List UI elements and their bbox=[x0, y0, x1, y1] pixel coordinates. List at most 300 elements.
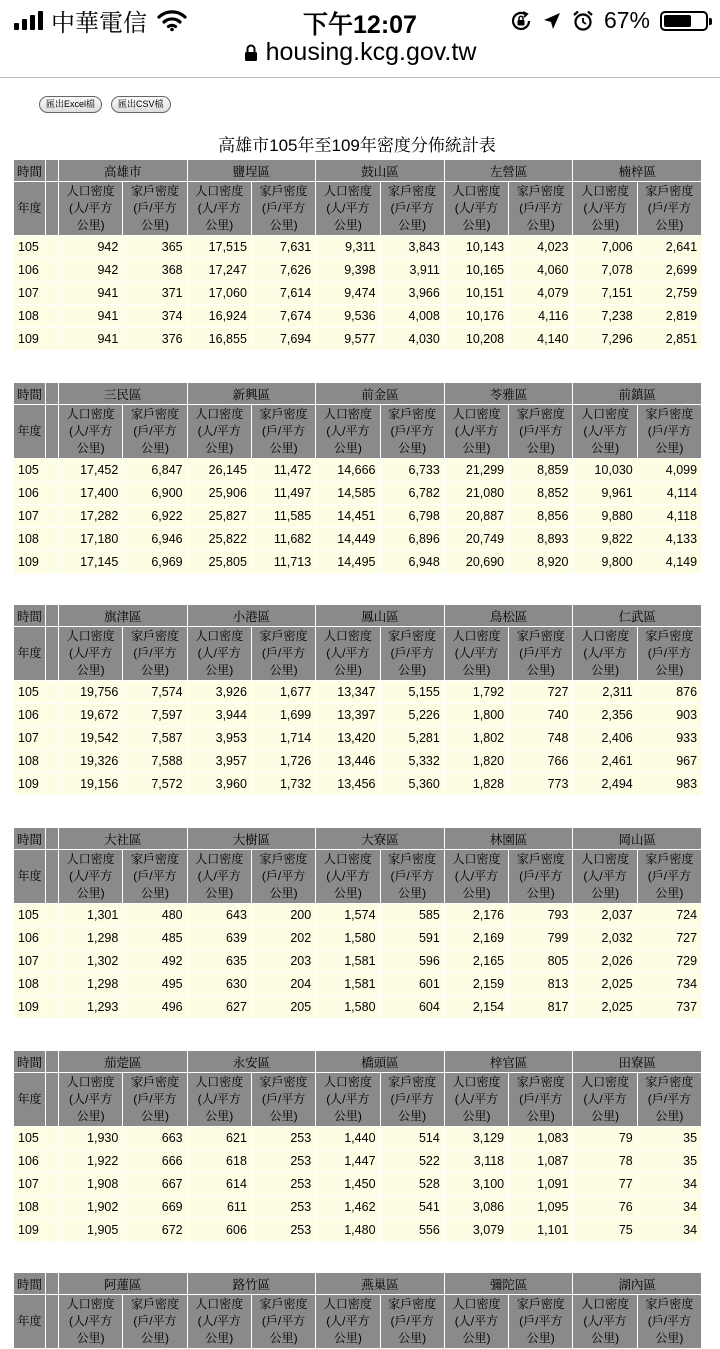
metric-header-row bbox=[14, 850, 702, 904]
row-spacer bbox=[46, 282, 59, 305]
density-value: 7,597 bbox=[123, 704, 187, 727]
row-spacer bbox=[46, 1173, 59, 1196]
density-value: 983 bbox=[637, 773, 701, 796]
density-value: 19,672 bbox=[59, 704, 123, 727]
density-value: 3,843 bbox=[380, 236, 444, 259]
density-value: 1,440 bbox=[316, 1127, 380, 1150]
year-cell: 109 bbox=[14, 996, 46, 1019]
density-value: 1,302 bbox=[59, 950, 123, 973]
density-value: 2,494 bbox=[573, 773, 637, 796]
table-row bbox=[14, 727, 702, 750]
location-arrow-icon bbox=[542, 11, 562, 31]
density-value: 4,140 bbox=[509, 328, 573, 351]
density-value: 627 bbox=[187, 996, 251, 1019]
density-value: 10,030 bbox=[573, 459, 637, 482]
header-spacer bbox=[46, 182, 59, 236]
row-spacer bbox=[46, 1150, 59, 1173]
district-header: 茄萣區 bbox=[59, 1051, 188, 1073]
year-cell: 107 bbox=[14, 282, 46, 305]
year-cell: 105 bbox=[14, 459, 46, 482]
metric-header-row bbox=[14, 627, 702, 681]
table-row bbox=[14, 927, 702, 950]
density-value: 11,472 bbox=[251, 459, 315, 482]
household-density-header: 家戶密度 (戶/平方 公里) bbox=[637, 182, 701, 236]
density-value: 202 bbox=[251, 927, 315, 950]
density-value: 663 bbox=[123, 1127, 187, 1150]
time-header: 時間 bbox=[14, 160, 46, 182]
density-value: 6,798 bbox=[380, 505, 444, 528]
density-value: 4,114 bbox=[637, 482, 701, 505]
household-density-header: 家戶密度 (戶/平方 公里) bbox=[251, 850, 315, 904]
population-density-header: 人口密度 (人/平方 公里) bbox=[316, 182, 380, 236]
household-density-header: 家戶密度 (戶/平方 公里) bbox=[509, 182, 573, 236]
density-value: 2,032 bbox=[573, 927, 637, 950]
density-value: 374 bbox=[123, 305, 187, 328]
household-density-header: 家戶密度 (戶/平方 公里) bbox=[380, 182, 444, 236]
district-header-row bbox=[14, 828, 702, 850]
population-density-header: 人口密度 (人/平方 公里) bbox=[187, 182, 251, 236]
density-value: 1,828 bbox=[444, 773, 508, 796]
density-value: 17,145 bbox=[59, 551, 123, 574]
header-spacer bbox=[46, 1295, 59, 1349]
district-header: 鳥松區 bbox=[444, 605, 573, 627]
density-value: 1,677 bbox=[251, 681, 315, 704]
density-value: 20,690 bbox=[444, 551, 508, 574]
household-density-header: 家戶密度 (戶/平方 公里) bbox=[251, 627, 315, 681]
density-value: 1,922 bbox=[59, 1150, 123, 1173]
density-value: 11,585 bbox=[251, 505, 315, 528]
year-header: 年度 bbox=[14, 1073, 46, 1127]
population-density-header: 人口密度 (人/平方 公里) bbox=[59, 850, 123, 904]
density-value: 729 bbox=[637, 950, 701, 973]
density-value: 630 bbox=[187, 973, 251, 996]
density-value: 10,151 bbox=[444, 282, 508, 305]
density-value: 1,480 bbox=[316, 1219, 380, 1242]
population-density-header: 人口密度 (人/平方 公里) bbox=[187, 1073, 251, 1127]
density-value: 9,474 bbox=[316, 282, 380, 305]
district-header-row bbox=[14, 383, 702, 405]
population-density-header: 人口密度 (人/平方 公里) bbox=[444, 627, 508, 681]
density-value: 3,118 bbox=[444, 1150, 508, 1173]
row-spacer bbox=[46, 528, 59, 551]
district-header-row bbox=[14, 1051, 702, 1073]
density-value: 3,100 bbox=[444, 1173, 508, 1196]
density-value: 253 bbox=[251, 1219, 315, 1242]
density-value: 876 bbox=[637, 681, 701, 704]
density-value: 25,827 bbox=[187, 505, 251, 528]
density-value: 7,572 bbox=[123, 773, 187, 796]
density-value: 2,159 bbox=[444, 973, 508, 996]
density-value: 1,083 bbox=[509, 1127, 573, 1150]
density-value: 17,452 bbox=[59, 459, 123, 482]
density-value: 2,406 bbox=[573, 727, 637, 750]
density-value: 10,165 bbox=[444, 259, 508, 282]
density-value: 740 bbox=[509, 704, 573, 727]
density-value: 203 bbox=[251, 950, 315, 973]
population-density-header: 人口密度 (人/平方 公里) bbox=[444, 405, 508, 459]
year-cell: 108 bbox=[14, 973, 46, 996]
district-header: 阿蓮區 bbox=[59, 1273, 188, 1295]
district-header-row bbox=[14, 605, 702, 627]
household-density-header: 家戶密度 (戶/平方 公里) bbox=[251, 1295, 315, 1349]
density-value: 2,154 bbox=[444, 996, 508, 1019]
year-header: 年度 bbox=[14, 182, 46, 236]
density-value: 19,156 bbox=[59, 773, 123, 796]
district-header: 路竹區 bbox=[187, 1273, 316, 1295]
density-value: 17,060 bbox=[187, 282, 251, 305]
density-value: 17,282 bbox=[59, 505, 123, 528]
table-row bbox=[14, 482, 702, 505]
density-value: 601 bbox=[380, 973, 444, 996]
density-value: 1,908 bbox=[59, 1173, 123, 1196]
rotation-lock-icon bbox=[510, 10, 532, 32]
density-value: 200 bbox=[251, 904, 315, 927]
district-header: 橋頭區 bbox=[316, 1051, 445, 1073]
density-value: 34 bbox=[637, 1196, 701, 1219]
year-cell: 106 bbox=[14, 1150, 46, 1173]
density-value: 9,536 bbox=[316, 305, 380, 328]
header-spacer bbox=[46, 405, 59, 459]
district-header: 鳳山區 bbox=[316, 605, 445, 627]
density-value: 2,759 bbox=[637, 282, 701, 305]
population-density-header: 人口密度 (人/平方 公里) bbox=[187, 850, 251, 904]
table-row bbox=[14, 704, 702, 727]
density-value: 10,208 bbox=[444, 328, 508, 351]
table-row bbox=[14, 1196, 702, 1219]
metric-header-row bbox=[14, 1295, 702, 1349]
table-row bbox=[14, 459, 702, 482]
district-header: 旗津區 bbox=[59, 605, 188, 627]
year-cell: 108 bbox=[14, 528, 46, 551]
density-table bbox=[13, 382, 702, 574]
density-value: 13,456 bbox=[316, 773, 380, 796]
density-value: 7,694 bbox=[251, 328, 315, 351]
population-density-header: 人口密度 (人/平方 公里) bbox=[573, 1073, 637, 1127]
district-header-row bbox=[14, 160, 702, 182]
density-value: 204 bbox=[251, 973, 315, 996]
household-density-header: 家戶密度 (戶/平方 公里) bbox=[380, 627, 444, 681]
density-value: 35 bbox=[637, 1150, 701, 1173]
density-value: 1,930 bbox=[59, 1127, 123, 1150]
density-value: 1,581 bbox=[316, 973, 380, 996]
header-spacer bbox=[46, 383, 59, 405]
density-value: 4,099 bbox=[637, 459, 701, 482]
density-value: 737 bbox=[637, 996, 701, 1019]
year-cell: 105 bbox=[14, 236, 46, 259]
table-row bbox=[14, 528, 702, 551]
density-value: 13,446 bbox=[316, 750, 380, 773]
density-value: 11,713 bbox=[251, 551, 315, 574]
district-header: 梓官區 bbox=[444, 1051, 573, 1073]
district-header: 大社區 bbox=[59, 828, 188, 850]
density-value: 7,631 bbox=[251, 236, 315, 259]
density-value: 14,451 bbox=[316, 505, 380, 528]
density-value: 1,580 bbox=[316, 996, 380, 1019]
density-value: 941 bbox=[59, 305, 123, 328]
density-value: 1,462 bbox=[316, 1196, 380, 1219]
household-density-header: 家戶密度 (戶/平方 公里) bbox=[637, 1295, 701, 1349]
year-cell: 109 bbox=[14, 1219, 46, 1242]
density-value: 368 bbox=[123, 259, 187, 282]
density-value: 1,301 bbox=[59, 904, 123, 927]
household-density-header: 家戶密度 (戶/平方 公里) bbox=[123, 1295, 187, 1349]
header-spacer bbox=[46, 160, 59, 182]
header-spacer bbox=[46, 605, 59, 627]
density-value: 1,087 bbox=[509, 1150, 573, 1173]
population-density-header: 人口密度 (人/平方 公里) bbox=[316, 1073, 380, 1127]
density-value: 604 bbox=[380, 996, 444, 1019]
table-row bbox=[14, 773, 702, 796]
density-value: 1,581 bbox=[316, 950, 380, 973]
year-cell: 107 bbox=[14, 950, 46, 973]
population-density-header: 人口密度 (人/平方 公里) bbox=[59, 1295, 123, 1349]
density-value: 9,311 bbox=[316, 236, 380, 259]
address-bar[interactable] bbox=[0, 38, 720, 76]
district-header: 左營區 bbox=[444, 160, 573, 182]
density-value: 1,447 bbox=[316, 1150, 380, 1173]
density-value: 1,726 bbox=[251, 750, 315, 773]
density-value: 514 bbox=[380, 1127, 444, 1150]
density-value: 2,819 bbox=[637, 305, 701, 328]
year-cell: 109 bbox=[14, 551, 46, 574]
population-density-header: 人口密度 (人/平方 公里) bbox=[573, 182, 637, 236]
density-value: 13,420 bbox=[316, 727, 380, 750]
header-spacer bbox=[46, 1273, 59, 1295]
table-row bbox=[14, 750, 702, 773]
row-spacer bbox=[46, 1219, 59, 1242]
year-cell: 108 bbox=[14, 750, 46, 773]
browser-divider bbox=[0, 77, 720, 78]
row-spacer bbox=[46, 482, 59, 505]
density-value: 8,859 bbox=[509, 459, 573, 482]
time-header: 時間 bbox=[14, 605, 46, 627]
density-value: 7,296 bbox=[573, 328, 637, 351]
table-row bbox=[14, 950, 702, 973]
density-value: 813 bbox=[509, 973, 573, 996]
density-value: 11,497 bbox=[251, 482, 315, 505]
year-cell: 105 bbox=[14, 904, 46, 927]
clock: 下午12:07 bbox=[303, 11, 417, 39]
density-value: 7,574 bbox=[123, 681, 187, 704]
density-value: 7,587 bbox=[123, 727, 187, 750]
density-value: 34 bbox=[637, 1219, 701, 1242]
row-spacer bbox=[46, 551, 59, 574]
density-value: 4,118 bbox=[637, 505, 701, 528]
row-spacer bbox=[46, 727, 59, 750]
density-value: 8,852 bbox=[509, 482, 573, 505]
density-value: 591 bbox=[380, 927, 444, 950]
density-value: 4,023 bbox=[509, 236, 573, 259]
density-value: 77 bbox=[573, 1173, 637, 1196]
density-value: 3,957 bbox=[187, 750, 251, 773]
density-value: 5,155 bbox=[380, 681, 444, 704]
battery-icon bbox=[660, 11, 708, 31]
year-cell: 107 bbox=[14, 505, 46, 528]
density-value: 942 bbox=[59, 259, 123, 282]
density-value: 3,086 bbox=[444, 1196, 508, 1219]
url-text: housing.kcg.gov.tw bbox=[265, 38, 477, 66]
density-value: 78 bbox=[573, 1150, 637, 1173]
density-table bbox=[13, 604, 702, 796]
density-table bbox=[13, 827, 702, 1019]
density-value: 2,311 bbox=[573, 681, 637, 704]
row-spacer bbox=[46, 973, 59, 996]
year-cell: 105 bbox=[14, 1127, 46, 1150]
district-header: 林園區 bbox=[444, 828, 573, 850]
density-value: 643 bbox=[187, 904, 251, 927]
population-density-header: 人口密度 (人/平方 公里) bbox=[59, 405, 123, 459]
density-value: 7,151 bbox=[573, 282, 637, 305]
density-value: 522 bbox=[380, 1150, 444, 1173]
year-header: 年度 bbox=[14, 627, 46, 681]
district-header-row bbox=[14, 1273, 702, 1295]
density-value: 596 bbox=[380, 950, 444, 973]
density-value: 6,847 bbox=[123, 459, 187, 482]
density-value: 1,091 bbox=[509, 1173, 573, 1196]
year-header: 年度 bbox=[14, 850, 46, 904]
density-value: 667 bbox=[123, 1173, 187, 1196]
density-value: 734 bbox=[637, 973, 701, 996]
year-cell: 107 bbox=[14, 727, 46, 750]
metric-header-row bbox=[14, 1073, 702, 1127]
density-value: 253 bbox=[251, 1150, 315, 1173]
density-value: 941 bbox=[59, 282, 123, 305]
density-value: 2,026 bbox=[573, 950, 637, 973]
household-density-header: 家戶密度 (戶/平方 公里) bbox=[380, 1073, 444, 1127]
row-spacer bbox=[46, 328, 59, 351]
household-density-header: 家戶密度 (戶/平方 公里) bbox=[509, 1295, 573, 1349]
density-value: 1,699 bbox=[251, 704, 315, 727]
time-header: 時間 bbox=[14, 383, 46, 405]
density-value: 3,129 bbox=[444, 1127, 508, 1150]
density-value: 2,169 bbox=[444, 927, 508, 950]
density-value: 639 bbox=[187, 927, 251, 950]
population-density-header: 人口密度 (人/平方 公里) bbox=[573, 405, 637, 459]
density-value: 365 bbox=[123, 236, 187, 259]
household-density-header: 家戶密度 (戶/平方 公里) bbox=[637, 850, 701, 904]
density-value: 7,006 bbox=[573, 236, 637, 259]
density-value: 11,682 bbox=[251, 528, 315, 551]
density-value: 253 bbox=[251, 1127, 315, 1150]
density-value: 6,900 bbox=[123, 482, 187, 505]
density-value: 2,037 bbox=[573, 904, 637, 927]
time-header: 時間 bbox=[14, 1273, 46, 1295]
density-value: 253 bbox=[251, 1173, 315, 1196]
population-density-header: 人口密度 (人/平方 公里) bbox=[187, 1295, 251, 1349]
density-value: 2,699 bbox=[637, 259, 701, 282]
density-value: 492 bbox=[123, 950, 187, 973]
district-header: 大樹區 bbox=[187, 828, 316, 850]
district-header: 鹽埕區 bbox=[187, 160, 316, 182]
density-value: 5,332 bbox=[380, 750, 444, 773]
row-spacer bbox=[46, 750, 59, 773]
population-density-header: 人口密度 (人/平方 公里) bbox=[444, 1073, 508, 1127]
density-value: 496 bbox=[123, 996, 187, 1019]
density-value: 79 bbox=[573, 1127, 637, 1150]
district-header: 大寮區 bbox=[316, 828, 445, 850]
district-header: 前金區 bbox=[316, 383, 445, 405]
density-value: 3,966 bbox=[380, 282, 444, 305]
header-spacer bbox=[46, 1051, 59, 1073]
page-title: 高雄市105年至109年密度分佈統計表 bbox=[218, 136, 496, 155]
year-cell: 106 bbox=[14, 927, 46, 950]
density-value: 2,641 bbox=[637, 236, 701, 259]
density-value: 7,674 bbox=[251, 305, 315, 328]
row-spacer bbox=[46, 927, 59, 950]
density-value: 7,614 bbox=[251, 282, 315, 305]
table-row bbox=[14, 328, 702, 351]
density-value: 817 bbox=[509, 996, 573, 1019]
header-spacer bbox=[46, 828, 59, 850]
density-value: 14,666 bbox=[316, 459, 380, 482]
export-csv-button[interactable]: 匯出CSV檔 bbox=[111, 96, 171, 113]
density-value: 9,800 bbox=[573, 551, 637, 574]
population-density-header: 人口密度 (人/平方 公里) bbox=[316, 405, 380, 459]
density-value: 3,944 bbox=[187, 704, 251, 727]
row-spacer bbox=[46, 259, 59, 282]
density-value: 6,733 bbox=[380, 459, 444, 482]
density-value: 5,360 bbox=[380, 773, 444, 796]
population-density-header: 人口密度 (人/平方 公里) bbox=[59, 627, 123, 681]
household-density-header: 家戶密度 (戶/平方 公里) bbox=[123, 1073, 187, 1127]
density-value: 13,347 bbox=[316, 681, 380, 704]
density-value: 25,822 bbox=[187, 528, 251, 551]
density-value: 2,851 bbox=[637, 328, 701, 351]
row-spacer bbox=[46, 1127, 59, 1150]
density-value: 13,397 bbox=[316, 704, 380, 727]
population-density-header: 人口密度 (人/平方 公里) bbox=[573, 627, 637, 681]
density-value: 773 bbox=[509, 773, 573, 796]
density-value: 76 bbox=[573, 1196, 637, 1219]
density-value: 17,247 bbox=[187, 259, 251, 282]
density-value: 611 bbox=[187, 1196, 251, 1219]
density-value: 528 bbox=[380, 1173, 444, 1196]
density-value: 2,025 bbox=[573, 973, 637, 996]
household-density-header: 家戶密度 (戶/平方 公里) bbox=[380, 405, 444, 459]
population-density-header: 人口密度 (人/平方 公里) bbox=[444, 850, 508, 904]
district-header: 仁武區 bbox=[573, 605, 702, 627]
district-header: 新興區 bbox=[187, 383, 316, 405]
lock-icon bbox=[244, 44, 258, 62]
density-value: 7,238 bbox=[573, 305, 637, 328]
household-density-header: 家戶密度 (戶/平方 公里) bbox=[509, 627, 573, 681]
row-spacer bbox=[46, 904, 59, 927]
household-density-header: 家戶密度 (戶/平方 公里) bbox=[123, 405, 187, 459]
table-row bbox=[14, 996, 702, 1019]
household-density-header: 家戶密度 (戶/平方 公里) bbox=[380, 850, 444, 904]
district-header: 鼓山區 bbox=[316, 160, 445, 182]
density-value: 727 bbox=[637, 927, 701, 950]
density-value: 4,060 bbox=[509, 259, 573, 282]
household-density-header: 家戶密度 (戶/平方 公里) bbox=[509, 850, 573, 904]
district-header: 前鎮區 bbox=[573, 383, 702, 405]
density-value: 19,542 bbox=[59, 727, 123, 750]
density-value: 724 bbox=[637, 904, 701, 927]
density-value: 1,902 bbox=[59, 1196, 123, 1219]
row-spacer bbox=[46, 950, 59, 973]
density-value: 9,961 bbox=[573, 482, 637, 505]
density-value: 21,080 bbox=[444, 482, 508, 505]
density-value: 1,574 bbox=[316, 904, 380, 927]
density-value: 7,588 bbox=[123, 750, 187, 773]
export-excel-button[interactable]: 匯出Excel檔 bbox=[39, 96, 102, 113]
density-value: 1,298 bbox=[59, 927, 123, 950]
table-row bbox=[14, 904, 702, 927]
district-header: 彌陀區 bbox=[444, 1273, 573, 1295]
year-cell: 106 bbox=[14, 704, 46, 727]
household-density-header: 家戶密度 (戶/平方 公里) bbox=[380, 1295, 444, 1349]
time-header: 時間 bbox=[14, 828, 46, 850]
